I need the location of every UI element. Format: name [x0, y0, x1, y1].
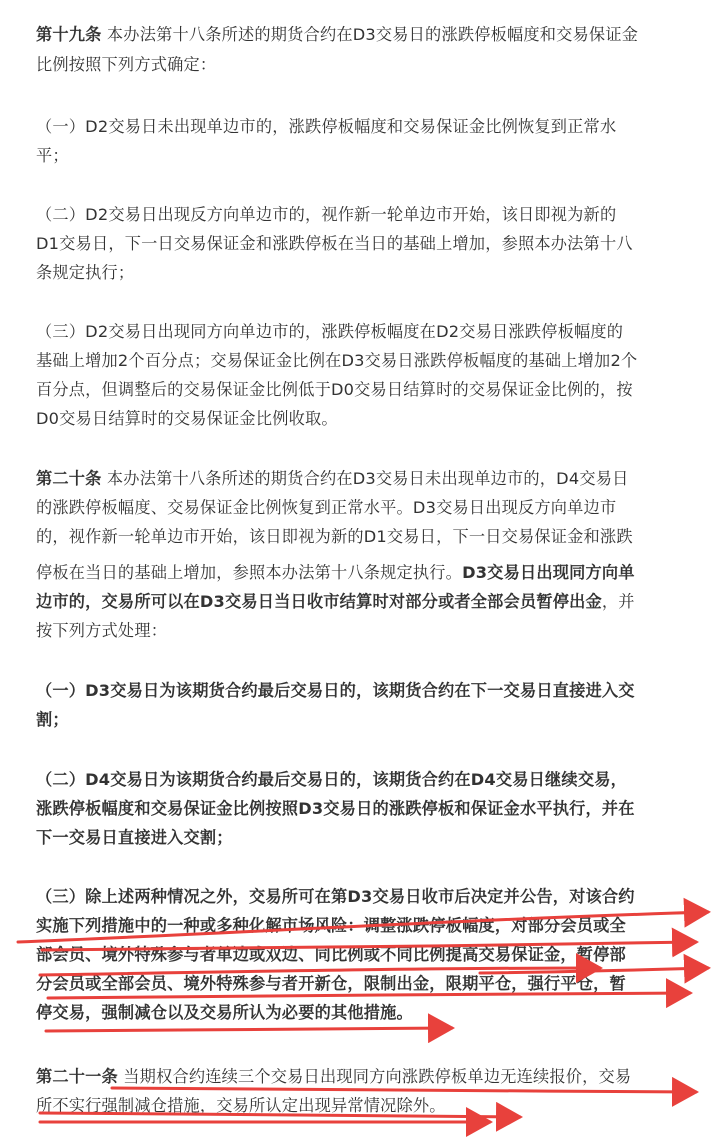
item-2-line-2: D1交易日，下一日交易保证金和涨跌停板在当日的基础上增加，参照本办法第十八	[36, 234, 633, 253]
article-20-line-3: 的，视作新一轮单边市开始，该日即视为新的D1交易日，下一日交易保证金和涨跌	[36, 527, 633, 546]
article-20-line-2: 的涨跌停板幅度、交易保证金比例恢复到正常水平。D3交易日出现反方向单边市	[36, 498, 617, 517]
article-20-line-5	[36, 589, 635, 615]
bold-item-3-line-3: 部会员、境外特殊参与者单边或双边、同比例或不同比例提高交易保证金，暂停部	[36, 945, 626, 964]
bold-item-3-line-5: 停交易，强制减仓以及交易所认为必要的其他措施。	[36, 1003, 413, 1022]
article-21-text: 当期权合约连续三个交易日出现同方向涨跌停板单边无连续报价，交易	[123, 1067, 632, 1086]
article-20-title: 第二十条	[36, 469, 102, 488]
article-19-line-1	[36, 22, 638, 48]
bold-item-3-line-4: 分会员或全部会员、境外特殊参与者开新仓，限制出金，限期平仓，强行平仓，暂	[36, 974, 626, 993]
article-20-text: 本办法第十八条所述的期货合约在D3交易日未出现单边市的，D4交易日	[106, 469, 629, 488]
article-21-line-2: 所不实行强制减仓措施，交易所认定出现异常情况除外。	[36, 1096, 446, 1115]
article-20-line-6: 按下列方式处理：	[36, 621, 168, 640]
article-20-text-normal-2: ，并	[601, 592, 635, 611]
bold-item-3-line-2: 实施下列措施中的一种或多种化解市场风险：调整涨跌停板幅度，对部分会员或全	[36, 916, 626, 935]
article-19-title: 第十九条	[36, 25, 102, 44]
article-20-text-normal: 停板在当日的基础上增加，参照本办法第十八条规定执行。	[36, 563, 463, 582]
article-19-line-2: 比例按照下列方式确定：	[36, 55, 217, 74]
item-3-line-2: 基础上增加2个百分点；交易保证金比例在D3交易日涨跌停板幅度的基础上增加2个	[36, 351, 638, 370]
article-20-text-bold: D3交易日出现同方向单	[462, 563, 635, 582]
item-2-line-3: 条规定执行；	[36, 263, 135, 282]
item-1-line-2: 平；	[36, 146, 69, 165]
article-21-line-1	[36, 1064, 631, 1090]
item-3-line-3: 百分点，但调整后的交易保证金比例低于D0交易日结算时的交易保证金比例的，按	[36, 380, 633, 399]
bold-item-1-line-1: （一）D3交易日为该期货合约最后交易日的，该期货合约在下一交易日直接进入交	[36, 681, 635, 700]
article-20-line-4	[36, 560, 635, 586]
item-2-line-1: （二）D2交易日出现反方向单边市的，视作新一轮单边市开始，该日即视为新的	[36, 205, 617, 224]
bold-item-1-line-2: 割；	[36, 710, 69, 729]
item-3-line-4: D0交易日结算时的交易保证金比例收取。	[36, 409, 338, 428]
item-3-line-1: （三）D2交易日出现同方向单边市的，涨跌停板幅度在D2交易日涨跌停板幅度的	[36, 322, 624, 341]
bold-item-2-line-3: 下一交易日直接进入交割；	[36, 828, 233, 847]
bold-item-2-line-2: 涨跌停板幅度和交易保证金比例按照D3交易日的涨跌停板和保证金水平执行，并在	[36, 799, 635, 818]
article-19-text: 本办法第十八条所述的期货合约在D3交易日的涨跌停板幅度和交易保证金	[106, 25, 639, 44]
arrow-6	[46, 1028, 452, 1031]
article-20-line-1	[36, 466, 628, 492]
bold-item-2-line-1: （二）D4交易日为该期货合约最后交易日的，该期货合约在D4交易日继续交易，	[36, 770, 627, 789]
article-21-title: 第二十一条	[36, 1067, 118, 1086]
article-20-text-bold-2: 边市的，交易所可以在D3交易日当日收市结算时对部分或者全部会员暂停出金	[36, 592, 602, 611]
bold-item-3-line-1: （三）除上述两种情况之外，交易所可在第D3交易日收市后决定并公告，对该合约	[36, 887, 635, 906]
item-1-line-1: （一）D2交易日未出现单边市的，涨跌停板幅度和交易保证金比例恢复到正常水	[36, 117, 617, 136]
